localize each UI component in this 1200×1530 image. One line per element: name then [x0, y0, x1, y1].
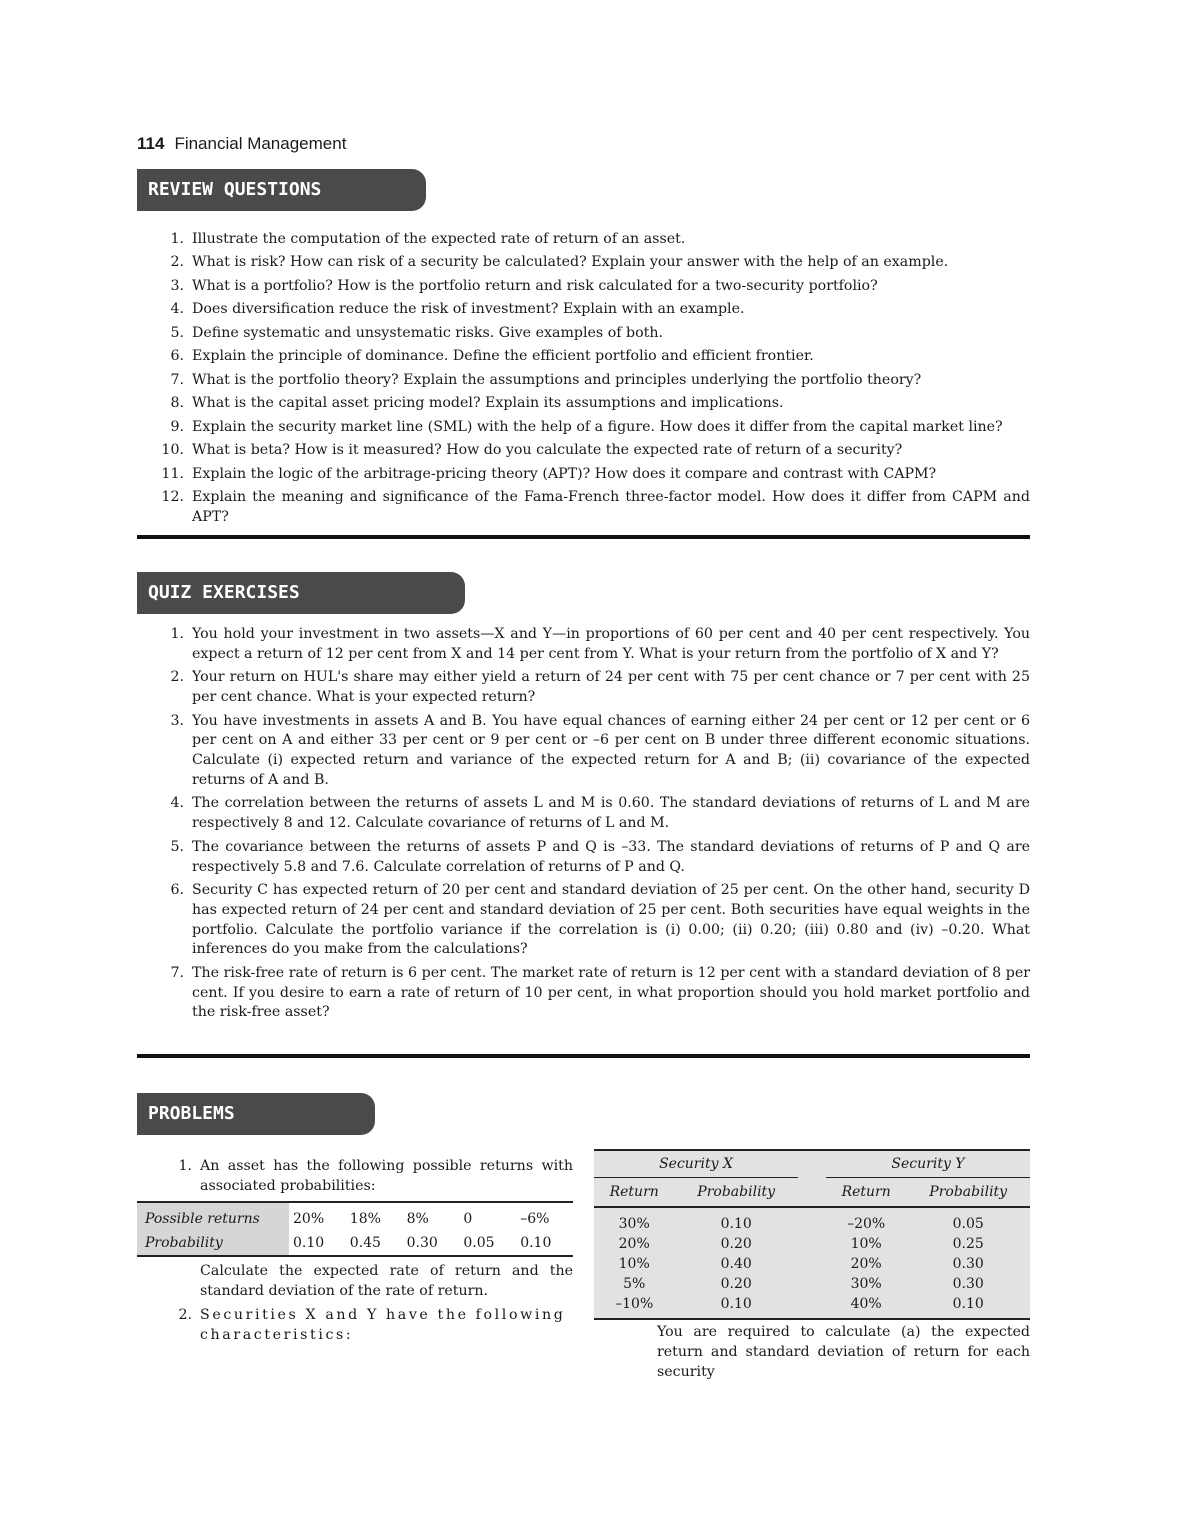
table-cell: 10%: [850, 1236, 882, 1252]
table-cell: 0.30: [952, 1276, 984, 1292]
returns-probability-table: [137, 1201, 573, 1257]
list-item: [137, 347, 1030, 367]
table-cell: 0.30: [406, 1235, 438, 1251]
table-header-row: [594, 1150, 1030, 1178]
table-cell: 0.10: [674, 1294, 798, 1319]
item-text: The correlation between the returns of assets L and M is 0.60. The standard deviations of returns of L and M are respectively 8 and 12. Calculate covariance of returns of L and M.: [192, 795, 1030, 832]
column-header: Probability: [674, 1178, 798, 1208]
table-cell: 20%: [850, 1256, 882, 1272]
list-item: [137, 794, 1030, 834]
list-item: [137, 253, 1030, 273]
item-number: 10.: [161, 442, 184, 459]
item-text: You hold your investment in two assets—X and Y—in proportions of 60 per cent and 40 per cent respectively. You expect a return of 12 per cent from X and 14 per cent from Y. What is your return from the portfolio of X and Y?: [192, 626, 1030, 662]
table-cell: 0: [463, 1211, 473, 1227]
list-item: [137, 418, 1030, 438]
spacer-cell: [798, 1254, 826, 1274]
review-questions-heading: REVIEW QUESTIONS: [137, 169, 426, 211]
problem-number: 2.: [178, 1307, 192, 1323]
table-cell: 0.10: [293, 1235, 325, 1251]
item-number: 6.: [170, 348, 184, 365]
item-text: Define systematic and unsystematic risks. Give examples of both.: [192, 324, 663, 341]
problem-number: 1.: [178, 1158, 192, 1174]
list-item: [137, 881, 1030, 960]
item-text: Does diversification reduce the risk of investment? Explain with an example.: [192, 301, 745, 318]
problem-1-instruction: Calculate the expected rate of return and the standard deviation of the rate of return.: [200, 1263, 573, 1299]
item-text: Illustrate the computation of the expected rate of return of an asset.: [192, 231, 686, 247]
column-header: Probability: [906, 1178, 1030, 1208]
column-header: Return: [594, 1178, 674, 1208]
table-cell: 0.20: [720, 1236, 752, 1252]
table-cell: 0.45: [349, 1235, 381, 1251]
row-label: Possible returns: [137, 1202, 289, 1231]
securities-table-body: [594, 1207, 1030, 1319]
problem-1-text: An asset has the following possible returns with associated probabilities:: [200, 1158, 573, 1194]
table-cell: –20%: [847, 1216, 886, 1232]
item-number: 12.: [161, 489, 184, 506]
item-number: 4.: [170, 301, 184, 318]
list-item: [137, 277, 1030, 297]
problem-2-text: Securities X and Y have the following characteristics:: [200, 1307, 566, 1343]
spacer-cell: [798, 1150, 826, 1178]
running-header: [137, 134, 346, 154]
row-label: Probability: [137, 1231, 289, 1256]
table-cell: 0.10: [520, 1235, 552, 1251]
table-cell: 30%: [850, 1276, 882, 1292]
table-cell: 0.40: [720, 1256, 752, 1272]
list-item: [137, 465, 1030, 485]
securities-table: [594, 1149, 1030, 1320]
table-cell: –6%: [520, 1211, 550, 1227]
item-number: 7.: [170, 371, 184, 388]
list-item: [137, 230, 1030, 250]
item-number: 5.: [170, 324, 184, 341]
list-item: [137, 488, 1030, 528]
spacer-cell: [798, 1207, 826, 1234]
table-cell: 10%: [618, 1256, 650, 1272]
item-text: What is the portfolio theory? Explain the assumptions and principles underlying the portfolio theory?: [192, 371, 922, 388]
quiz-exercises-list: [137, 625, 1030, 1027]
item-number: 4.: [170, 795, 184, 812]
item-number: 11.: [161, 465, 184, 482]
table-row: [594, 1254, 1030, 1274]
list-item: [137, 964, 1030, 1023]
section-divider: [137, 1054, 1030, 1058]
item-number: 1.: [170, 231, 184, 247]
section-divider: [137, 535, 1030, 539]
list-item: [137, 441, 1030, 461]
table-cell: 20%: [618, 1236, 650, 1252]
item-number: 5.: [170, 838, 184, 855]
item-number: 9.: [170, 418, 184, 435]
list-item: [137, 324, 1030, 344]
column-header: Return: [826, 1178, 906, 1208]
security-x-header: Security X: [594, 1150, 798, 1178]
table-row: [594, 1294, 1030, 1319]
table-cell: 0.20: [720, 1276, 752, 1292]
item-number: 3.: [170, 712, 184, 729]
item-text: Explain the principle of dominance. Define the efficient portfolio and efficient frontier.: [192, 348, 814, 365]
spacer-cell: [798, 1274, 826, 1294]
quiz-exercises-heading: QUIZ EXERCISES: [137, 572, 465, 614]
table-cell: 18%: [349, 1211, 381, 1227]
table-cell: –10%: [594, 1294, 674, 1319]
item-text: What is beta? How is it measured? How do you calculate the expected rate of return of a security?: [192, 442, 903, 459]
page-number: 114: [137, 134, 165, 153]
list-item: [137, 300, 1030, 320]
table-cell: 30%: [618, 1216, 650, 1232]
table-row: [594, 1207, 1030, 1234]
table-header-row: [594, 1178, 1030, 1208]
table-row: [594, 1234, 1030, 1254]
item-text: Explain the security market line (SML) with the help of a figure. How does it differ from the capital market line?: [192, 418, 1003, 435]
list-item: [137, 371, 1030, 391]
item-number: 2.: [170, 669, 184, 686]
spacer-cell: [798, 1294, 826, 1319]
item-text: What is a portfolio? How is the portfolio return and risk calculated for a two-security portfolio?: [192, 277, 878, 294]
table-row: [594, 1274, 1030, 1294]
review-questions-list: [137, 230, 1030, 532]
spacer-cell: [798, 1234, 826, 1254]
item-number: 6.: [170, 882, 184, 898]
item-number: 1.: [170, 626, 184, 642]
item-number: 2.: [170, 254, 184, 271]
item-text: Explain the meaning and significance of the Fama-French three-factor model. How does it differ from CAPM and APT?: [192, 489, 1030, 526]
table-cell: 0.30: [952, 1256, 984, 1272]
item-number: 7.: [170, 964, 184, 981]
item-text: Security C has expected return of 20 per cent and standard deviation of 25 per cent. On the other hand, security D has expected return of 24 per cent and standard deviation of 25 per cent. Both securities have equal weights in the portfolio. Calculate the portfolio variance if the correlation is (i) 0.00; (ii) 0.20; (iii) 0.80 and (iv) –0.20. What inferences do you make from the calculations?: [192, 882, 1030, 958]
item-text: What is the capital asset pricing model? Explain its assumptions and implications.: [192, 395, 784, 412]
table-cell: 0.05: [463, 1235, 495, 1251]
item-text: You have investments in assets A and B. You have equal chances of earning either 24 per cent or 12 per cent or 6 per cent on A and either 33 per cent or 9 per cent or –6 per cent on B under three different economic situations. Calculate (i) expected return and variance of the expected return for A and B; (ii) covariance of the expected returns of A and B.: [192, 712, 1030, 788]
table-cell: 5%: [623, 1276, 646, 1292]
list-item: [137, 838, 1030, 878]
table-cell: 0.10: [906, 1294, 1030, 1319]
list-item: [137, 712, 1030, 791]
list-item: [137, 668, 1030, 708]
spacer-cell: [798, 1178, 826, 1208]
item-text: The covariance between the returns of assets P and Q is –33. The standard deviations of returns of P and Q are respectively 5.8 and 7.6. Calculate correlation of returns of P and Q.: [192, 838, 1030, 875]
book-title: Financial Management: [174, 134, 347, 153]
item-text: Your return on HUL's share may either yield a return of 24 per cent with 75 per cent chance or 7 per cent with 25 per cent chance. What is your expected return?: [192, 669, 1030, 706]
table-cell: 0.25: [952, 1236, 984, 1252]
table-row: [137, 1202, 573, 1231]
item-text: What is risk? How can risk of a security be calculated? Explain your answer with the help of an example.: [192, 254, 949, 271]
list-item: [137, 394, 1030, 414]
table-cell: 8%: [406, 1211, 429, 1227]
table-cell: 0.05: [952, 1216, 984, 1232]
table-cell: 40%: [826, 1294, 906, 1319]
item-number: 8.: [170, 395, 184, 412]
table-row: [137, 1231, 573, 1256]
item-text: Explain the logic of the arbitrage-pricing theory (APT)? How does it compare and contrast with CAPM?: [192, 465, 937, 482]
item-number: 3.: [170, 277, 184, 294]
table-cell: 20%: [293, 1211, 325, 1227]
problem-2-instruction: You are required to calculate (a) the expected return and standard deviation of return for each security: [657, 1324, 1030, 1380]
list-item: [137, 625, 1030, 665]
item-text: The risk-free rate of return is 6 per cent. The market rate of return is 12 per cent with a standard deviation of 8 per cent. If you desire to earn a rate of return of 10 per cent, in what proportion should you hold market portfolio and the risk-free asset?: [192, 964, 1030, 1021]
table-cell: 0.10: [720, 1216, 752, 1232]
problems-heading: PROBLEMS: [137, 1093, 375, 1135]
security-y-header: Security Y: [826, 1150, 1030, 1178]
